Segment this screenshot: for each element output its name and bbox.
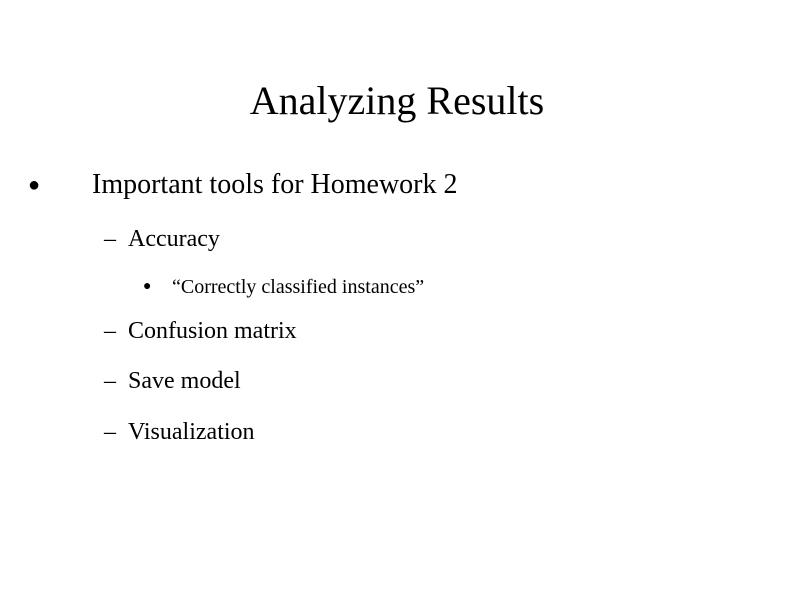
slide-title: Analyzing Results [249,78,545,123]
bullet-dot-icon: ● [28,174,41,196]
dash-icon: – [104,419,116,445]
bullet-label: Save model [128,368,241,394]
bullet-label: Important tools for Homework 2 [92,169,458,200]
bullet-dot-icon: ● [143,279,152,294]
dash-icon: – [104,368,116,394]
bullet-label: Visualization [128,419,255,445]
dash-icon: – [104,318,116,344]
bullet-label: “Correctly classified instances” [172,276,425,298]
bullet-label: Accuracy [128,226,220,252]
dash-icon: – [104,226,116,252]
bullet-label: Confusion matrix [128,318,297,344]
